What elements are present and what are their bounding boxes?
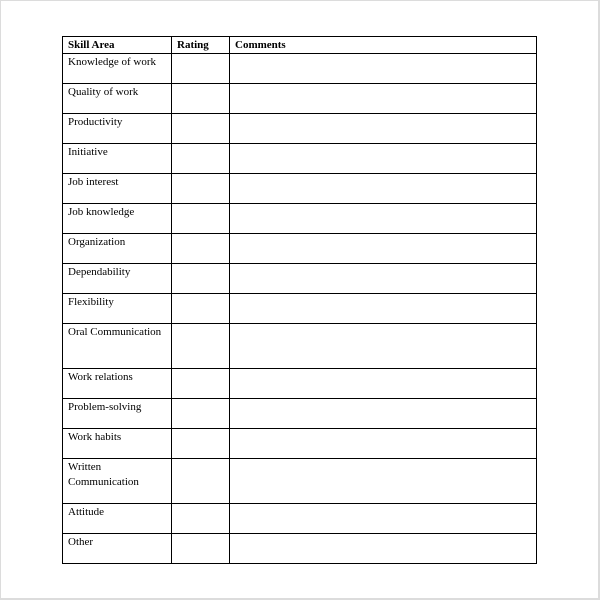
rating-cell[interactable]: [172, 324, 230, 369]
rating-cell[interactable]: [172, 399, 230, 429]
comments-cell[interactable]: [230, 174, 537, 204]
comments-cell[interactable]: [230, 144, 537, 174]
table-row: [63, 429, 537, 459]
header-skill-area: Skill Area: [63, 37, 172, 54]
rating-cell[interactable]: [172, 144, 230, 174]
rating-cell[interactable]: [172, 429, 230, 459]
skill-cell: Work habits: [63, 429, 172, 459]
skill-cell: Initiative: [63, 144, 172, 174]
skill-cell: Quality of work: [63, 84, 172, 114]
comments-cell[interactable]: [230, 294, 537, 324]
rating-cell[interactable]: [172, 504, 230, 534]
rating-cell[interactable]: [172, 369, 230, 399]
table-row: [63, 114, 537, 144]
comments-cell[interactable]: [230, 459, 537, 504]
table-row: [63, 534, 537, 564]
document-page: [1, 1, 598, 598]
skill-cell: Job knowledge: [63, 204, 172, 234]
comments-cell[interactable]: [230, 234, 537, 264]
skill-cell: Attitude: [63, 504, 172, 534]
skill-cell: Problem-solving: [63, 399, 172, 429]
rating-cell[interactable]: [172, 264, 230, 294]
skill-cell: Written Communication: [63, 459, 172, 504]
table-row: [63, 84, 537, 114]
skill-cell: Dependability: [63, 264, 172, 294]
table-row: [63, 204, 537, 234]
rating-cell[interactable]: [172, 114, 230, 144]
comments-cell[interactable]: [230, 429, 537, 459]
table-row: [63, 504, 537, 534]
skill-cell: Work relations: [63, 369, 172, 399]
table-row: [63, 54, 537, 84]
rating-cell[interactable]: [172, 174, 230, 204]
skill-evaluation-table: [62, 36, 537, 564]
skill-cell: Productivity: [63, 114, 172, 144]
comments-cell[interactable]: [230, 504, 537, 534]
comments-cell[interactable]: [230, 54, 537, 84]
table-row: [63, 294, 537, 324]
rating-cell[interactable]: [172, 234, 230, 264]
skill-cell: Organization: [63, 234, 172, 264]
table-header-row: [63, 37, 537, 54]
skill-cell: Knowledge of work: [63, 54, 172, 84]
skill-cell: Job interest: [63, 174, 172, 204]
comments-cell[interactable]: [230, 534, 537, 564]
table-row: [63, 264, 537, 294]
comments-cell[interactable]: [230, 324, 537, 369]
table-row: [63, 399, 537, 429]
rating-cell[interactable]: [172, 204, 230, 234]
table-row: [63, 324, 537, 369]
comments-cell[interactable]: [230, 84, 537, 114]
comments-cell[interactable]: [230, 114, 537, 144]
skill-cell: Flexibility: [63, 294, 172, 324]
skill-cell: Other: [63, 534, 172, 564]
rating-cell[interactable]: [172, 534, 230, 564]
rating-cell[interactable]: [172, 54, 230, 84]
table-row: [63, 369, 537, 399]
rating-cell[interactable]: [172, 294, 230, 324]
table-row: [63, 234, 537, 264]
skill-cell: Oral Communication: [63, 324, 172, 369]
header-comments: Comments: [230, 37, 537, 54]
table-row: [63, 174, 537, 204]
comments-cell[interactable]: [230, 399, 537, 429]
comments-cell[interactable]: [230, 369, 537, 399]
comments-cell[interactable]: [230, 204, 537, 234]
table-row: [63, 144, 537, 174]
header-rating: Rating: [172, 37, 230, 54]
rating-cell[interactable]: [172, 84, 230, 114]
rating-cell[interactable]: [172, 459, 230, 504]
table-row: [63, 459, 537, 504]
comments-cell[interactable]: [230, 264, 537, 294]
